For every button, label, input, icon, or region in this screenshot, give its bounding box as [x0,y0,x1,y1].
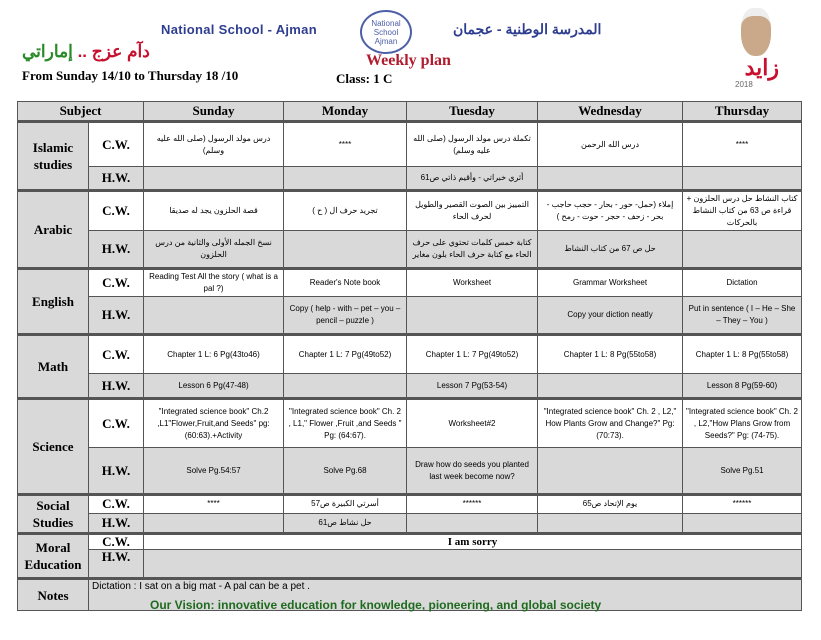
table-row [18,122,802,167]
cell-tuesday: Worksheet [407,269,538,297]
cell-wednesday: درس الله الرحمن [538,122,683,167]
cell-tuesday [407,513,538,533]
table-row [18,191,802,231]
header-monday: Monday [284,102,407,122]
type-label: C.W. [89,335,144,374]
type-label: C.W. [89,122,144,167]
cell-monday: Chapter 1 L: 7 Pg(49to52) [284,335,407,374]
school-logo: National School Ajman [360,10,412,54]
notes-label: Notes [18,579,89,611]
cell-monday: "Integrated science book" Ch. 2 , L1," Flower ,Fruit ,and Seeds " Pg: (64:67). [284,399,407,448]
cell-thursday: Dictation [683,269,802,297]
cell-monday: Reader's Note book [284,269,407,297]
cell-sunday: Reading Test All the story ( what is a pal ?) [144,269,284,297]
cell-monday: Copy ( help - with – pet – you – pencil – puzzle ) [284,297,407,335]
header-subject: Subject [18,102,144,122]
type-label: H.W. [89,231,144,269]
cell-wednesday [538,448,683,495]
cell-monday [284,167,407,191]
cell-sunday: درس مولد الرسول (صلى الله عليه وسلم) [144,122,284,167]
weekly-plan-table [17,101,802,611]
cell-sunday: **** [144,495,284,514]
table-row [18,399,802,448]
table-row [18,513,802,533]
cell-wednesday [538,513,683,533]
subject-label: Social Studies [18,495,89,534]
cell-tuesday [407,297,538,335]
type-label: H.W. [89,513,144,533]
cell-thursday: كتاب النشاط حل درس الحلزون + قراءة ص 63 من كتاب النشاط بالحركات [683,191,802,231]
header-wednesday: Wednesday [538,102,683,122]
cell-monday: حل نشاط ص61 [284,513,407,533]
cell-wednesday: حل ص 67 من كتاب النشاط [538,231,683,269]
moral-cw-row [18,534,802,550]
cell-sunday: Lesson 6 Pg(47-48) [144,374,284,399]
cell-tuesday: أثري خبراتي - وأقيم ذاتي ص61 [407,167,538,191]
cell-sunday [144,167,284,191]
moral-hw-row [18,550,802,579]
subject-label: Arabic [18,191,89,269]
table-row [18,167,802,191]
cell-tuesday: Draw how do seeds you planted last week become now? [407,448,538,495]
table-row [18,297,802,335]
cell-monday: تجريد حرف ال ( ح ) [284,191,407,231]
cell-wednesday [538,374,683,399]
cell-monday [284,231,407,269]
cell-thursday: Put in sentence ( I – He – She – They – You ) [683,297,802,335]
table-row [18,231,802,269]
year-of-zayed-logo [735,8,779,89]
cell-sunday: Chapter 1 L: 6 Pg(43to46) [144,335,284,374]
cell-wednesday: Copy your diction neatly [538,297,683,335]
school-name-arabic: المدرسة الوطنية - عجمان [453,21,602,37]
cell-wednesday: يوم الإتحاد ص65 [538,495,683,514]
cell-tuesday: Lesson 7 Pg(53-54) [407,374,538,399]
cell-monday [284,374,407,399]
subject-label: Science [18,399,89,495]
table-row [18,335,802,374]
cell-thursday: Solve Pg.51 [683,448,802,495]
moral-cw-cell: I am sorry [144,534,802,550]
cell-monday: Solve Pg.68 [284,448,407,495]
type-label: C.W. [89,269,144,297]
cell-thursday [683,513,802,533]
cell-tuesday: كتابة خمس كلمات تحتوي على حرف الحاء مع كتابة حرف الحاء بلون مغاير [407,231,538,269]
slogan-red: دآم عزج .. [77,42,150,61]
cell-wednesday: إملاء (حمل- حور - بحار - حجب حاجب - بحر - زحف - حجر - حوت - رمح ) [538,191,683,231]
header-thursday: Thursday [683,102,802,122]
cell-wednesday: "Integrated science book" Ch. 2 , L2," How Plants Grow and Change?" Pg: (70:73). [538,399,683,448]
zayed-year: 2018 [735,80,753,89]
cell-thursday: "Integrated science book" Ch. 2 , L2,"How Plans Grow from Seeds?" Pg: (74-75). [683,399,802,448]
header-sunday: Sunday [144,102,284,122]
type-label: C.W. [89,191,144,231]
subject-label: English [18,269,89,335]
cell-thursday: **** [683,122,802,167]
cell-wednesday [538,167,683,191]
cell-sunday: قصة الحلزون يجد له صديقا [144,191,284,231]
type-label: H.W. [89,297,144,335]
cell-thursday: Lesson 8 Pg(59-60) [683,374,802,399]
cell-wednesday: Chapter 1 L: 8 Pg(55to58) [538,335,683,374]
cell-monday: **** [284,122,407,167]
type-label: H.W. [89,167,144,191]
cell-sunday: Solve Pg.54:57 [144,448,284,495]
school-name-english: National School - Ajman [161,22,317,37]
cell-wednesday: Grammar Worksheet [538,269,683,297]
cell-sunday [144,513,284,533]
zayed-text: زايد [744,55,779,80]
type-label: C.W. [89,534,144,550]
page-title: Weekly plan [366,52,451,69]
subject-moral: Moral Education [18,534,89,579]
type-label: C.W. [89,495,144,514]
header-tuesday: Tuesday [407,102,538,122]
moral-hw-cell [144,550,802,579]
cell-tuesday: ****** [407,495,538,514]
date-range: From Sunday 14/10 to Thursday 18 /10 [22,68,239,83]
type-label: C.W. [89,399,144,448]
header-row [18,102,802,122]
type-label: H.W. [89,374,144,399]
cell-tuesday: Chapter 1 L: 7 Pg(49to52) [407,335,538,374]
table-row [18,448,802,495]
subject-label: Math [18,335,89,399]
subject-label: Islamic studies [18,122,89,191]
cell-sunday [144,297,284,335]
cell-tuesday: Worksheet#2 [407,399,538,448]
cell-thursday [683,231,802,269]
cell-tuesday: تكملة درس مولد الرسول (صلى الله عليه وسلم) [407,122,538,167]
table-row [18,269,802,297]
type-label: H.W. [89,550,144,579]
portrait-icon [741,8,771,56]
cell-tuesday: التمييز بين الصوت القصير والطويل لحرف الحاء [407,191,538,231]
notes-text: Dictation : I sat on a big mat - A pal can be a pet . [89,579,802,611]
cell-sunday: "Integrated science book" Ch.2 ,L1"Flower,Fruit,and Seeds" pg: (60:63).+Activity [144,399,284,448]
cell-thursday: Chapter 1 L: 8 Pg(55to58) [683,335,802,374]
class-label: Class: 1 C [336,71,393,86]
cell-sunday: نسخ الجمله الأولى والثانية من درس الحلزون [144,231,284,269]
vision-statement: Our Vision: innovative education for knowledge, pioneering, and global society [150,598,602,612]
cell-thursday [683,167,802,191]
table-row [18,374,802,399]
type-label: H.W. [89,448,144,495]
table-row [18,495,802,514]
slogan [22,42,150,62]
slogan-green: إماراتي [22,42,73,61]
cell-monday: أسرتي الكبيرة ص57 [284,495,407,514]
cell-thursday: ****** [683,495,802,514]
